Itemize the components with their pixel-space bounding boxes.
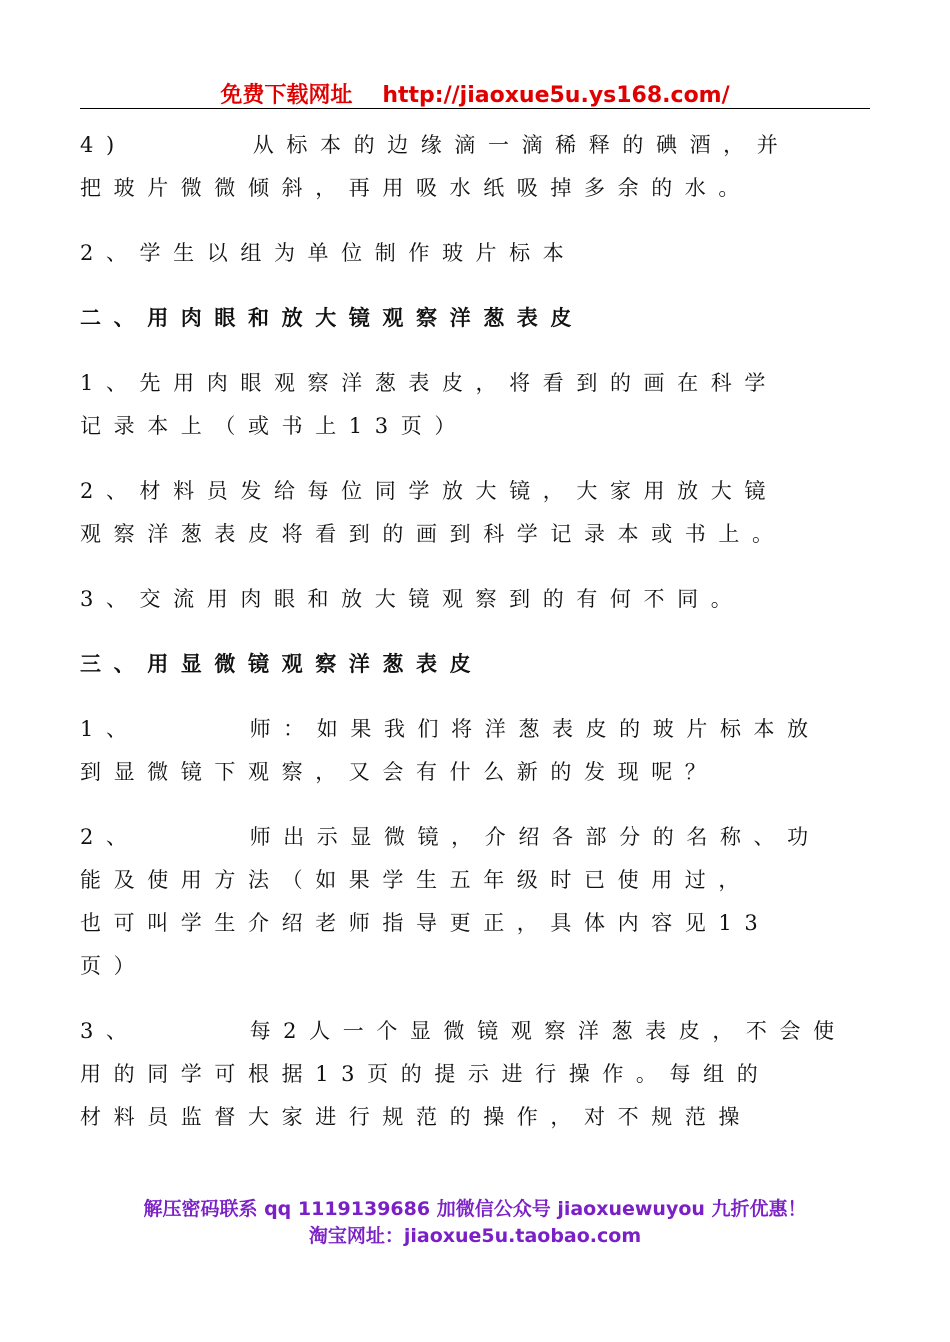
paragraph-step-4: 4) 从标本的边缘滴一滴稀释的碘酒，并 把玻片微微倾斜，再用吸水纸吸掉多余的水。 (80, 133, 791, 200)
document-body (80, 124, 880, 1161)
section-heading-2: 二、用肉眼和放大镜观察洋葱表皮 (80, 306, 584, 330)
footer-contact-line: 解压密码联系 qq 1119139686 加微信公众号 jiaoxuewuyou 九折优惠！ (143, 1198, 807, 1220)
paragraph-compare: 3、交流用肉眼和放大镜观察到的有何不同。 (80, 587, 745, 611)
section-heading-3: 三、用显微镜观察洋葱表皮 (80, 652, 484, 676)
header-url-link[interactable]: http://jiaoxue5u.ys168.com/ (382, 83, 730, 108)
paragraph-naked-eye: 1、先用肉眼观察洋葱表皮，将看到的画在科学 记录本上（或书上13页） (80, 371, 778, 438)
promo-footer (0, 1196, 950, 1250)
footer-taobao-link[interactable]: 淘宝网址：jiaoxue5u.taobao.com (308, 1225, 642, 1247)
paragraph-magnifier: 2、材料员发给每位同学放大镜，大家用放大镜 观察洋葱表皮将看到的画到科学记录本或书上。 (80, 479, 786, 546)
paragraph-microscope-intro: 2、 师出示显微镜，介绍各部分的名称、功 能及使用方法（如果学生五年级时已使用过， 也可叫学生介绍老师指导更正，具体内容见13 页） (80, 825, 821, 978)
paragraph-microscope-question: 1、 师：如果我们将洋葱表皮的玻片标本放 到显微镜下观察，又会有什么新的发现呢？ (80, 717, 821, 784)
header-label: 免费下载网址 (220, 83, 353, 108)
step-number: 4) (80, 133, 127, 157)
paragraph-make-slide: 2、学生以组为单位制作玻片标本 (80, 241, 577, 265)
download-header (80, 78, 870, 109)
paragraph-microscope-practice: 3、 每2人一个显微镜观察洋葱表皮，不会使 用的同学可根据13页的提示进行操作。每组的 材料员监督大家进行规范的操作，对不规范操 (80, 1019, 847, 1129)
